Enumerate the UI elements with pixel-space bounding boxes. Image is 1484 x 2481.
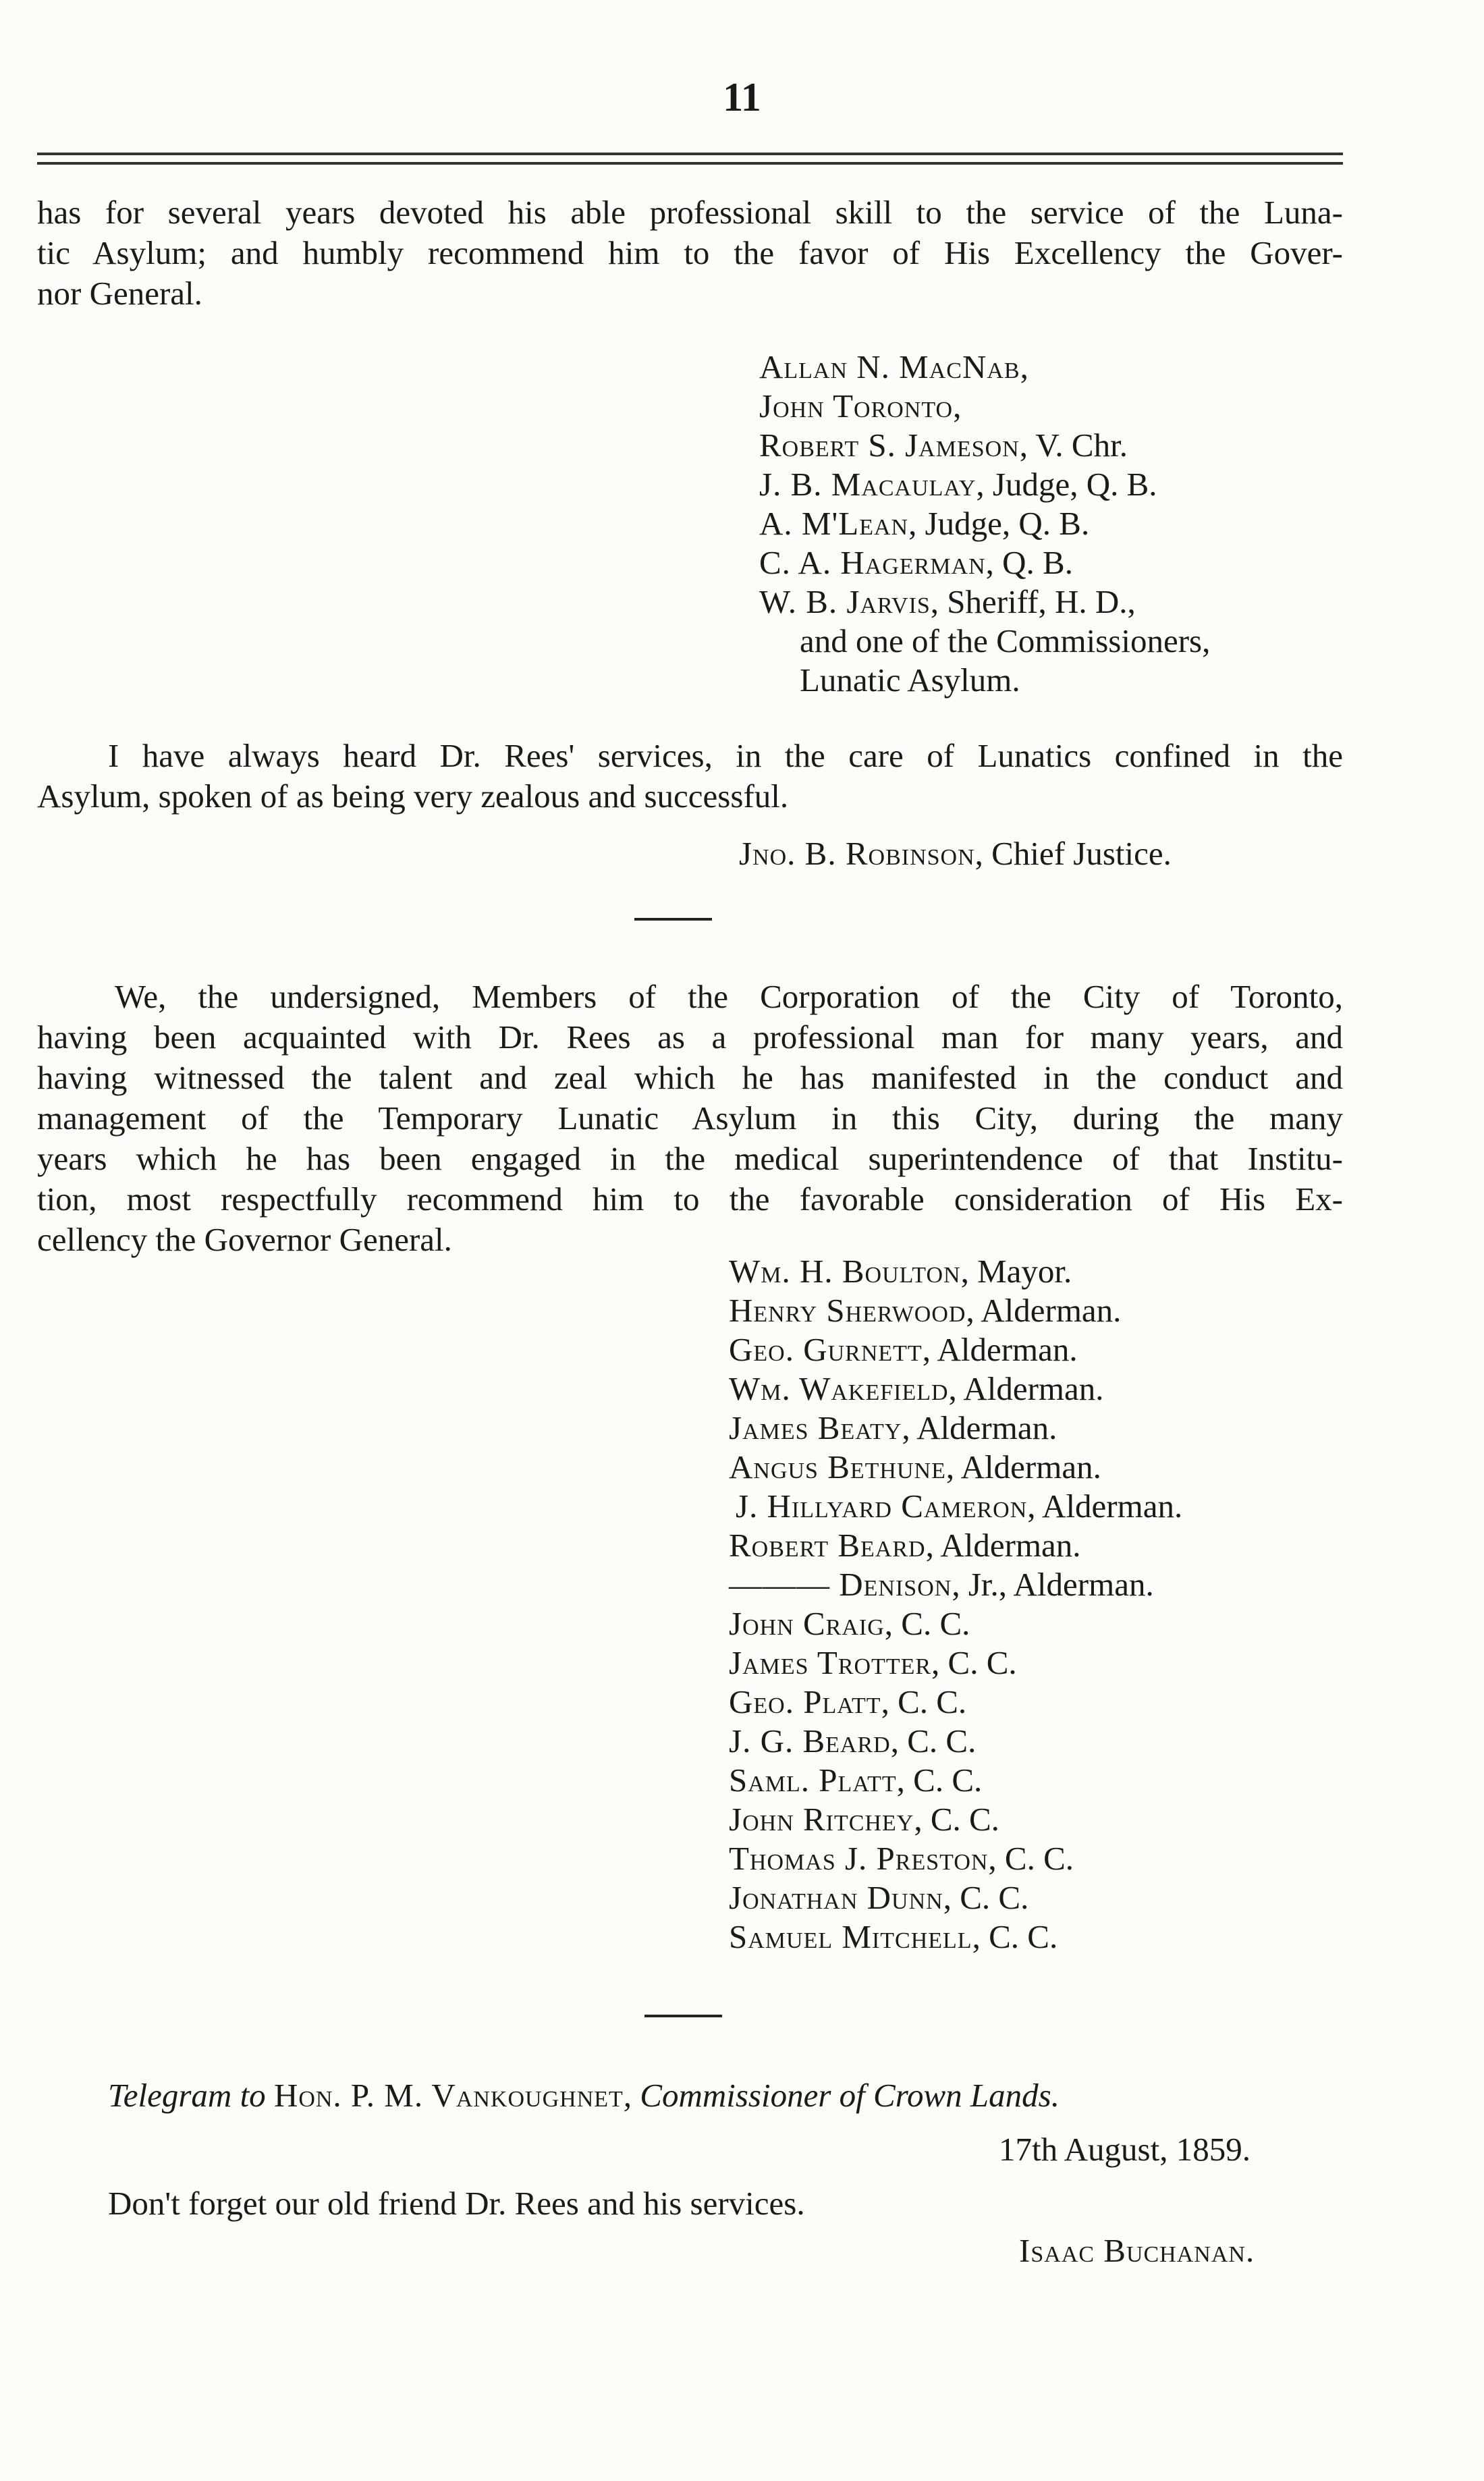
signatory: Geo. Platt, C. C. [729,1683,967,1720]
page-number: 11 [723,75,761,119]
signatory-continuation: Lunatic Asylum. [800,661,1020,699]
signatory: John Toronto, [759,387,962,425]
signatory: J. Hillyard Cameron, Alderman. [736,1488,1183,1525]
signatory-robinson: Jno. B. Robinson, Chief Justice. [739,835,1172,872]
header-rule-top [37,153,1343,155]
signatory: Thomas J. Preston, C. C. [729,1840,1074,1877]
paragraph-recommendation-1 [37,192,1343,314]
telegram-sender: Isaac Buchanan. [1019,2232,1255,2269]
signatory: J. B. Macaulay, Judge, Q. B. [759,466,1157,503]
signatory: C. A. Hagerman, Q. B. [759,544,1073,581]
signatory: Robert S. Jameson, V. Chr. [759,427,1128,464]
paragraph-line: I have always heard Dr. Rees' services, in the care of Lunatics confined in the [108,737,1343,774]
signatory: Wm. H. Boulton, Mayor. [729,1253,1072,1290]
telegram-date: 17th August, 1859. [999,2131,1251,2168]
header-rule-bottom [37,162,1343,165]
signatories-block-2 [729,1252,1182,1957]
signatory: Geo. Gurnett, Alderman. [729,1331,1078,1368]
signatory: James Trotter, C. C. [729,1644,1017,1681]
paragraph-line: cellency the Governor General. [37,1221,452,1258]
signatory: J. G. Beard, C. C. [729,1722,977,1760]
signatory: Samuel Mitchell, C. C. [729,1918,1058,1955]
paragraph-line: having been acquainted with Dr. Rees as a professional man for many years, and [37,1018,1343,1056]
signatory: ——— Denison, Jr., Alderman. [729,1566,1154,1603]
paragraph-line: tic Asylum; and humbly recommend him to the favor of His Excellency the Gover- [37,234,1343,271]
signatory: Allan N. MacNab, [759,348,1028,385]
telegram-heading: Telegram to Hon. P. M. Vankoughnet, Commissioner of Crown Lands. [108,2077,1060,2114]
signatory: Angus Bethune, Alderman. [729,1448,1101,1485]
paragraph-line: nor General. [37,275,202,312]
paragraph-line: has for several years devoted his able professional skill to the service of the Luna- [37,194,1343,231]
signatory: W. B. Jarvis, Sheriff, H. D., [759,583,1136,620]
signatory: A. M'Lean, Judge, Q. B. [759,505,1090,542]
paragraph-line: Asylum, spoken of as being very zealous and successful. [37,778,789,815]
signatories-block-1 [759,348,1210,700]
signatory: Jonathan Dunn, C. C. [729,1879,1029,1916]
signatory: Saml. Platt, C. C. [729,1762,983,1799]
signatory: Henry Sherwood, Alderman. [729,1292,1122,1329]
signatory: John Ritchey, C. C. [729,1801,999,1838]
signatory: Wm. Wakefield, Alderman. [729,1370,1104,1407]
signatory: James Beaty, Alderman. [729,1409,1057,1446]
section-divider [644,2015,722,2017]
section-divider [634,918,712,921]
signatory: John Craig, C. C. [729,1605,970,1642]
paragraph-line: tion, most respectfully recommend him to the favorable consideration of His Ex- [37,1180,1343,1218]
signatory-continuation: and one of the Commissioners, [800,622,1211,659]
paragraph-line: having witnessed the talent and zeal which he has manifested in the conduct and [37,1059,1343,1096]
paragraph-robinson [37,736,1343,817]
paragraph-line: We, the undersigned, Members of the Corporation of the City of Toronto, [115,978,1343,1015]
paragraph-corporation [37,977,1343,1260]
telegram-message: Don't forget our old friend Dr. Rees and his services. [108,2185,805,2222]
paragraph-line: years which he has been engaged in the medical superintendence of that Institu- [37,1140,1343,1177]
signatory: Robert Beard, Alderman. [729,1527,1081,1564]
paragraph-line: management of the Temporary Lunatic Asylum in this City, during the many [37,1099,1343,1137]
